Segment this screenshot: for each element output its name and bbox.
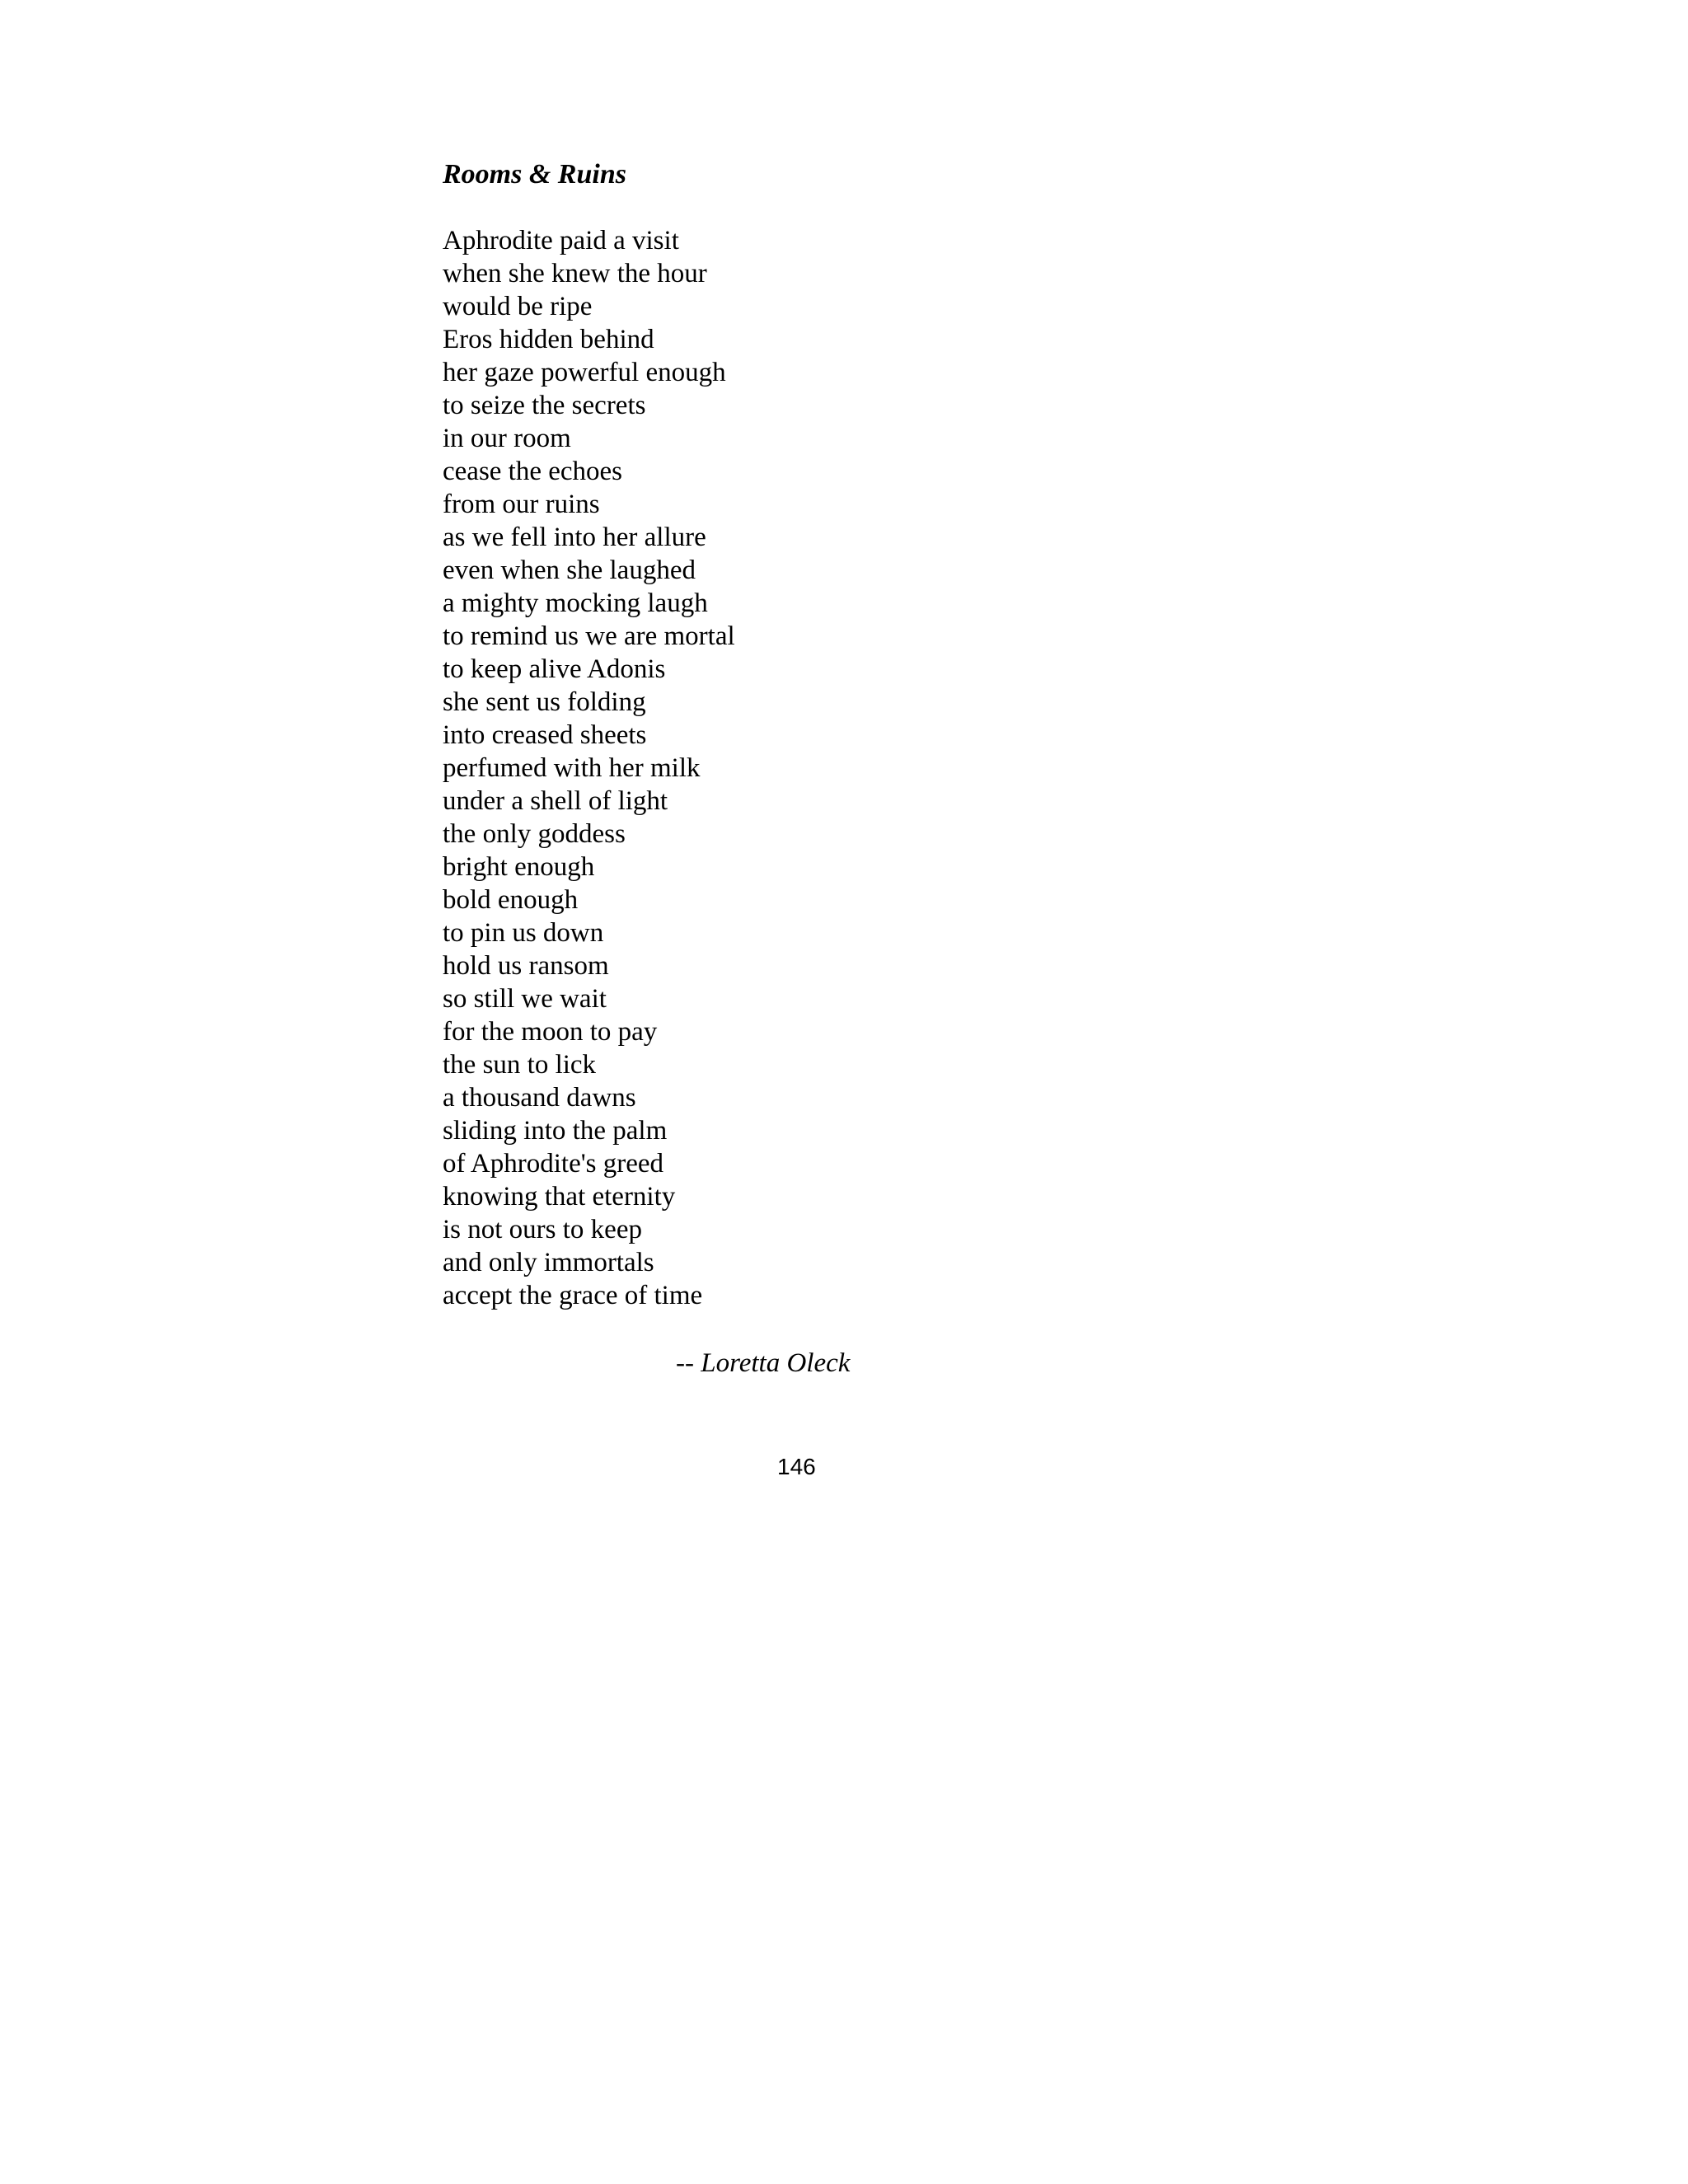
- poem-line: a mighty mocking laugh: [443, 588, 708, 618]
- poem-line: her gaze powerful enough: [443, 358, 726, 387]
- poem-line: the only goddess: [443, 819, 626, 849]
- poem-line: Eros hidden behind: [443, 325, 654, 354]
- poem-line: from our ruins: [443, 490, 600, 519]
- poem-line: perfumed with her milk: [443, 753, 701, 783]
- poem-line: is not ours to keep: [443, 1215, 642, 1244]
- poem-line: into creased sheets: [443, 720, 647, 750]
- poem-line: bright enough: [443, 852, 595, 882]
- poem-line: so still we wait: [443, 984, 607, 1014]
- poem-line: of Aphrodite's greed: [443, 1149, 664, 1179]
- poem-line: a thousand dawns: [443, 1083, 636, 1113]
- poem-title: Rooms & Ruins: [443, 159, 626, 190]
- poem-line: cease the echoes: [443, 457, 623, 486]
- poem-line: sliding into the palm: [443, 1116, 668, 1146]
- poem-attribution: [676, 1347, 850, 1380]
- poem-line: accept the grace of time: [443, 1281, 703, 1310]
- poem-line: the sun to lick: [443, 1050, 597, 1080]
- poem-line: to seize the secrets: [443, 391, 646, 420]
- poem-line: Aphrodite paid a visit: [443, 226, 679, 255]
- page-number: 146: [777, 1454, 816, 1479]
- attribution-dash: --: [676, 1348, 694, 1378]
- poem-line: bold enough: [443, 885, 579, 915]
- poem-line: in our room: [443, 424, 571, 453]
- poem-line: to remind us we are mortal: [443, 621, 735, 651]
- poem-line: under a shell of light: [443, 786, 668, 816]
- poem-line: would be ripe: [443, 292, 593, 321]
- poem-line: when she knew the hour: [443, 259, 707, 288]
- poem-line: and only immortals: [443, 1248, 654, 1277]
- poem-line: as we fell into her allure: [443, 523, 706, 552]
- poem-body: [443, 224, 735, 1312]
- poem-line: to keep alive Adonis: [443, 654, 666, 684]
- author-name: Loretta Oleck: [701, 1348, 851, 1378]
- poem-line: knowing that eternity: [443, 1182, 676, 1212]
- poem-line: even when she laughed: [443, 555, 696, 585]
- poem-line: she sent us folding: [443, 687, 646, 717]
- poem-line: for the moon to pay: [443, 1017, 658, 1047]
- poem-line: hold us ransom: [443, 951, 609, 981]
- poem-line: to pin us down: [443, 918, 604, 948]
